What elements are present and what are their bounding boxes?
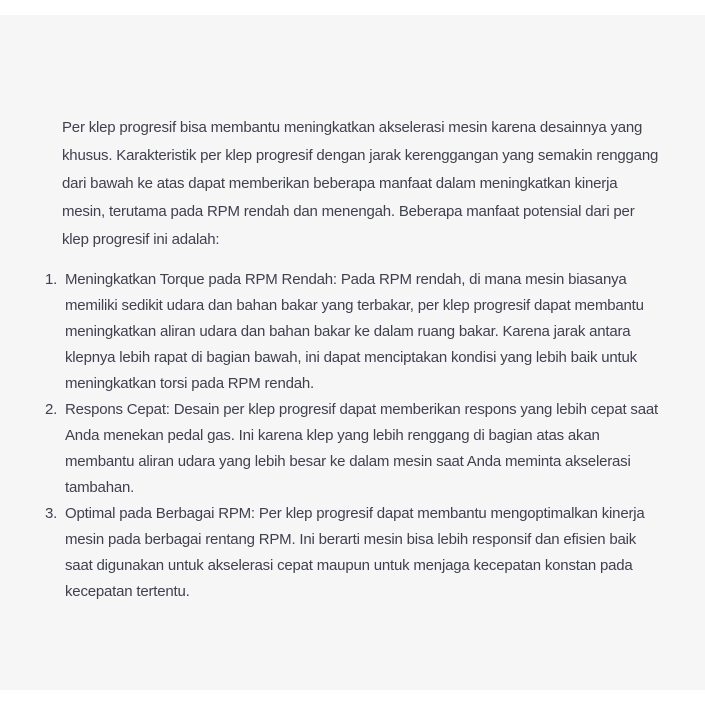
intro-paragraph: Per klep progresif bisa membantu meningkatkan akselerasi mesin karena desainnya yang khusus. Karakteristik per klep progresif dengan jarak kerenggangan yang semakin renggang dari bawah ke atas dapat memberikan beberapa manfaat dalam meningkatkan kinerja mesin, terutama pada RPM rendah dan menengah. Beberapa manfaat potensial dari per klep progresif ini adalah: [62,119,659,248]
list-item-text: Optimal pada Berbagai RPM: Per klep progresif dapat membantu mengoptimalkan kinerja mesin pada berbagai rentang RPM. Ini berarti mesin bisa lebih responsif dan efisien baik saat digunakan untuk akselerasi cepat maupun untuk menjaga kecepatan konstan pada kecepatan tertentu. [65,505,645,600]
message-content [45,114,662,605]
list-item-number: 2. [45,401,58,418]
list-item-text: Meningkatkan Torque pada RPM Rendah: Pada RPM rendah, di mana mesin biasanya memiliki sedikit udara dan bahan bakar yang terbakar, per klep progresif dapat membantu meningkatkan aliran udara dan bahan bakar ke dalam ruang bakar. Karena jarak antara klepnya lebih rapat di bagian bawah, ini dapat menciptakan kondisi yang lebih baik untuk meningkatkan torsi pada RPM rendah. [65,271,644,392]
benefits-list [45,267,662,605]
list-item-number: 3. [45,505,58,522]
list-item-number: 1. [45,271,58,288]
top-margin [0,0,705,15]
list-item [45,267,662,397]
list-item [45,501,662,605]
list-item [45,397,662,501]
list-item-text: Respons Cepat: Desain per klep progresif dapat memberikan respons yang lebih cepat saat Anda menekan pedal gas. Ini karena klep yang lebih renggang di bagian atas akan membantu aliran udara yang lebih besar ke dalam mesin saat Anda meminta akselerasi tambahan. [65,401,658,496]
bottom-margin [0,690,705,705]
message-panel [0,15,705,690]
